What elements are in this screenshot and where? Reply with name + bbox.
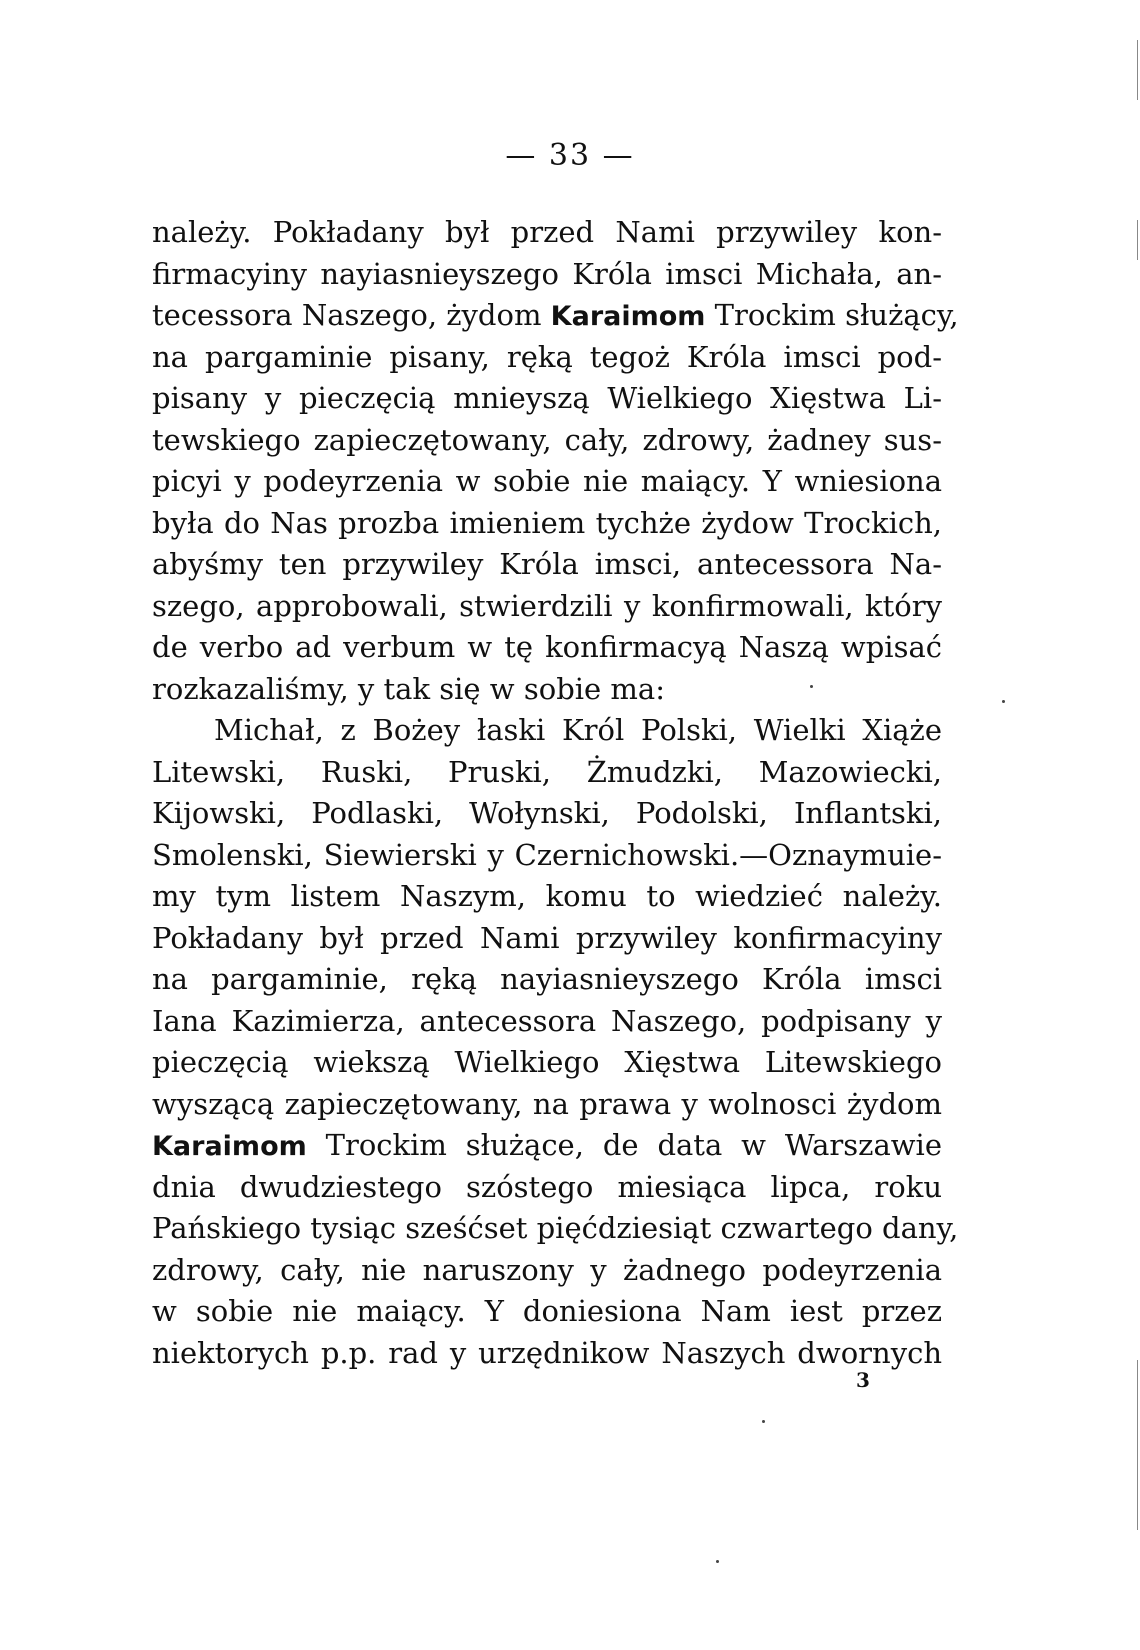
scan-speck bbox=[716, 1560, 719, 1563]
text-line-9: abyśmy ten przywiley Króla imsci, antecessora Na- bbox=[152, 547, 942, 581]
text-line-4: na pargaminie pisany, ręką tegoż Króla imsci pod- bbox=[152, 339, 942, 374]
text-line-10: szego, approbowali, stwierdzili y konfirmowali, który bbox=[152, 588, 942, 623]
text-line-24: dnia dwudziestego szóstego miesiąca lipca, roku bbox=[152, 1169, 942, 1204]
text-line-11: de verbo ad verbum w tę konfirmacyą Naszą wpisać bbox=[152, 630, 942, 664]
scan-edge-mark bbox=[1137, 1360, 1138, 1530]
text-line-22: wyszącą zapieczętowany, na prawa y wolnosci żydom bbox=[152, 1086, 942, 1121]
text-line-8: była do Nas prozba imieniem tychże żydow Trockich, bbox=[152, 505, 942, 540]
scan-edge-mark bbox=[1137, 220, 1138, 260]
text-line-7: picyi y podeyrzenia w sobie nie maiący. Y wniesiona bbox=[152, 464, 942, 498]
emphasis-karaimom: Karaimom bbox=[550, 301, 706, 332]
text-line-5: pisany y pieczęcią mnieyszą Wielkiego Xięstwa Li- bbox=[152, 381, 942, 415]
body-text bbox=[152, 212, 959, 1374]
signature-mark: 3 bbox=[856, 1368, 870, 1392]
text-line-14: Litewski, Ruski, Pruski, Żmudzki, Mazowiecki, bbox=[152, 754, 942, 789]
scan-edge-mark bbox=[1137, 40, 1138, 100]
text-line-3: tecessora Naszego, żydom Karaimom Trockim służący, bbox=[152, 298, 959, 332]
text-line-19: na pargaminie, ręką nayiasnieyszego Króla imsci bbox=[152, 962, 942, 996]
text-line-20: Iana Kazimierza, antecessora Naszego, podpisany y bbox=[152, 1003, 942, 1038]
text-line-17: my tym listem Naszym, komu to wiedzieć należy. bbox=[152, 879, 942, 913]
text-line-6: tewskiego zapieczętowany, cały, zdrowy, żadney sus- bbox=[152, 422, 942, 457]
scan-speck bbox=[1002, 700, 1005, 703]
scan-speck bbox=[762, 1420, 765, 1423]
scan-speck bbox=[810, 685, 813, 688]
emphasis-karaimom: Karaimom bbox=[152, 1131, 307, 1162]
text-line-18: Pokładany był przed Nami przywiley konfirmacyiny bbox=[152, 920, 942, 955]
text-line-16: Smolenski, Siewierski y Czernichowski.—Oznaymuie- bbox=[152, 837, 942, 872]
text-line-26: zdrowy, cały, nie naruszony y żadnego podeyrzenia bbox=[152, 1252, 942, 1287]
text-line-27: w sobie nie maiący. Y doniesiona Nam iest przez bbox=[152, 1294, 942, 1328]
text-line-1: należy. Pokładany był przed Nami przywiley kon- bbox=[152, 215, 942, 249]
text-line-12: rozkazaliśmy, y tak się w sobie ma: bbox=[152, 671, 665, 706]
page-number: — 33 — bbox=[505, 138, 635, 173]
text-line-15: Kijowski, Podlaski, Wołynski, Podolski, Inflantski, bbox=[152, 796, 942, 830]
text-line-2: firmacyiny nayiasnieyszego Króla imsci Michała, an- bbox=[152, 256, 942, 291]
text-line-21: pieczęcią wiekszą Wielkiego Xięstwa Litewskiego bbox=[152, 1045, 942, 1079]
text-line-23: Karaimom Trockim służące, de data w Warszawie bbox=[152, 1128, 942, 1162]
text-line-28: niektorych p.p. rad y urzędnikow Naszych dwornych bbox=[152, 1335, 942, 1370]
text-line-13: Michał, z Bożey łaski Król Polski, Wielki Xiąże bbox=[214, 713, 942, 747]
text-line-25: Pańskiego tysiąc sześćset pięćdziesiąt czwartego dany, bbox=[152, 1211, 959, 1245]
